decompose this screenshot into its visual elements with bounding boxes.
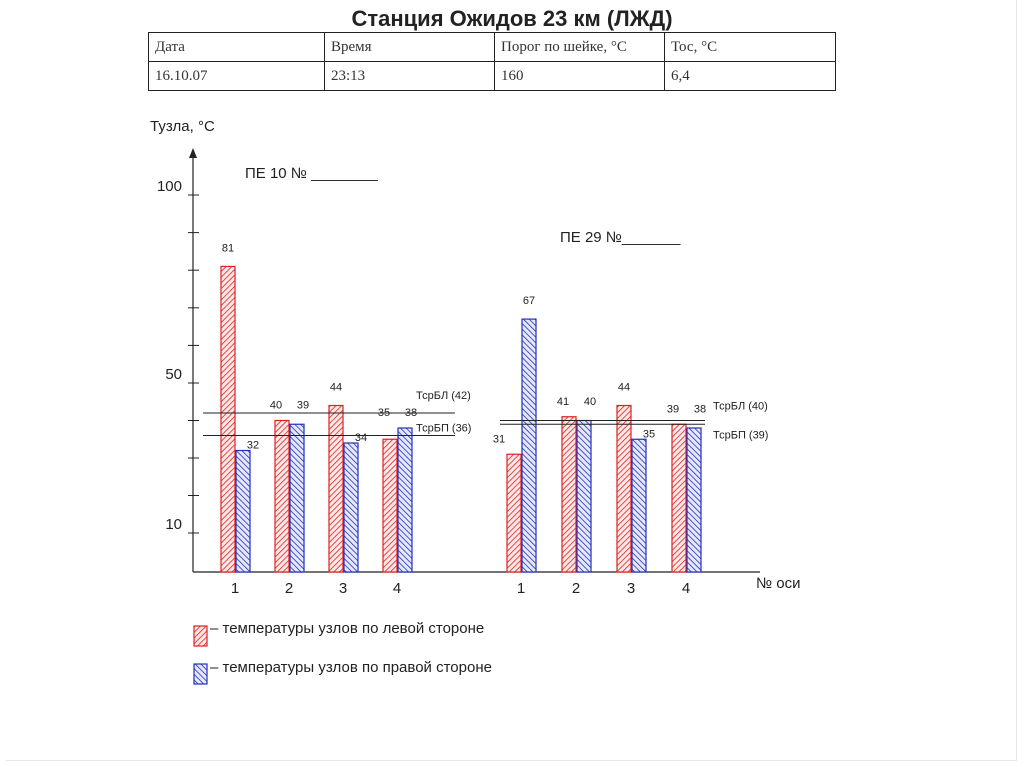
data-label-right: 39 <box>296 399 310 412</box>
x-tick-label: 4 <box>392 580 402 597</box>
info-value-threshold: 160 <box>495 62 665 91</box>
info-value-tos: 6,4 <box>665 62 836 91</box>
info-header-tos: Тос, °С <box>665 33 836 62</box>
info-header-threshold: Порог по шейке, °С <box>495 33 665 62</box>
y-tick-label: 10 <box>165 516 182 533</box>
data-label-right: 38 <box>404 407 418 419</box>
data-label-right: 35 <box>642 428 656 441</box>
y-axis-arrow <box>189 148 197 158</box>
data-label-right: 38 <box>693 403 707 416</box>
bar-right <box>522 319 536 572</box>
group-name: ПЕ 29 №_______ <box>560 229 681 246</box>
info-value-time: 23:13 <box>325 62 495 91</box>
group-name: ПЕ 10 № ________ <box>245 165 378 182</box>
data-label-right: 67 <box>522 295 536 308</box>
info-header-date: Дата <box>149 33 325 62</box>
y-axis-title: Тузла, °С <box>150 118 215 135</box>
bar-left <box>562 417 576 572</box>
threshold-label: ТсрБП (36) <box>416 422 472 435</box>
data-label-right: 32 <box>246 439 260 452</box>
bar-right <box>344 443 358 572</box>
x-axis-title: № оси <box>756 575 801 592</box>
threshold-label: ТсрБЛ (40) <box>713 400 768 413</box>
x-tick-label: 2 <box>571 580 581 597</box>
data-label-left: 39 <box>666 403 680 416</box>
info-value-date: 16.10.07 <box>149 62 325 91</box>
x-tick-label: 3 <box>626 580 636 597</box>
data-label-left: 44 <box>329 381 343 394</box>
data-label-right: 40 <box>583 395 597 408</box>
bar-right <box>290 424 304 572</box>
data-label-left: 40 <box>269 399 283 412</box>
x-tick-label: 1 <box>230 580 240 597</box>
threshold-label: ТсрБЛ (42) <box>416 390 471 402</box>
x-tick-label: 1 <box>516 580 526 597</box>
bar-right <box>577 421 591 573</box>
y-tick-label: 50 <box>165 366 182 383</box>
bar-left <box>617 406 631 573</box>
bar-left <box>221 266 235 572</box>
bar-left <box>507 454 521 572</box>
bar-left <box>383 439 397 572</box>
data-label-left: 41 <box>556 395 570 408</box>
page-title: Станция Ожидов 23 км (ЛЖД) <box>351 6 673 31</box>
data-label-left: 35 <box>377 407 391 419</box>
info-header-time: Время <box>325 33 495 62</box>
legend-right-label: – температуры узлов по правой стороне <box>210 659 492 676</box>
data-label-left: 44 <box>617 381 631 394</box>
bar-right <box>687 428 701 572</box>
bar-left <box>329 406 343 573</box>
data-label-left: 81 <box>221 242 235 255</box>
x-tick-label: 4 <box>681 580 691 597</box>
bar-right <box>632 439 646 572</box>
data-label-right: 34 <box>354 432 368 444</box>
data-label-left: 31 <box>492 433 506 446</box>
legend-left-swatch <box>194 626 207 646</box>
bar-right <box>236 451 250 573</box>
x-tick-label: 3 <box>338 580 348 597</box>
legend-right-swatch <box>194 664 207 684</box>
bar-right <box>398 428 412 572</box>
legend-left-label: – температуры узлов по левой стороне <box>210 620 485 637</box>
bar-left <box>275 421 289 573</box>
x-tick-label: 2 <box>284 580 294 597</box>
bar-left <box>672 424 686 572</box>
y-tick-label: 100 <box>156 178 182 195</box>
threshold-label: ТсрБП (39) <box>713 429 769 442</box>
